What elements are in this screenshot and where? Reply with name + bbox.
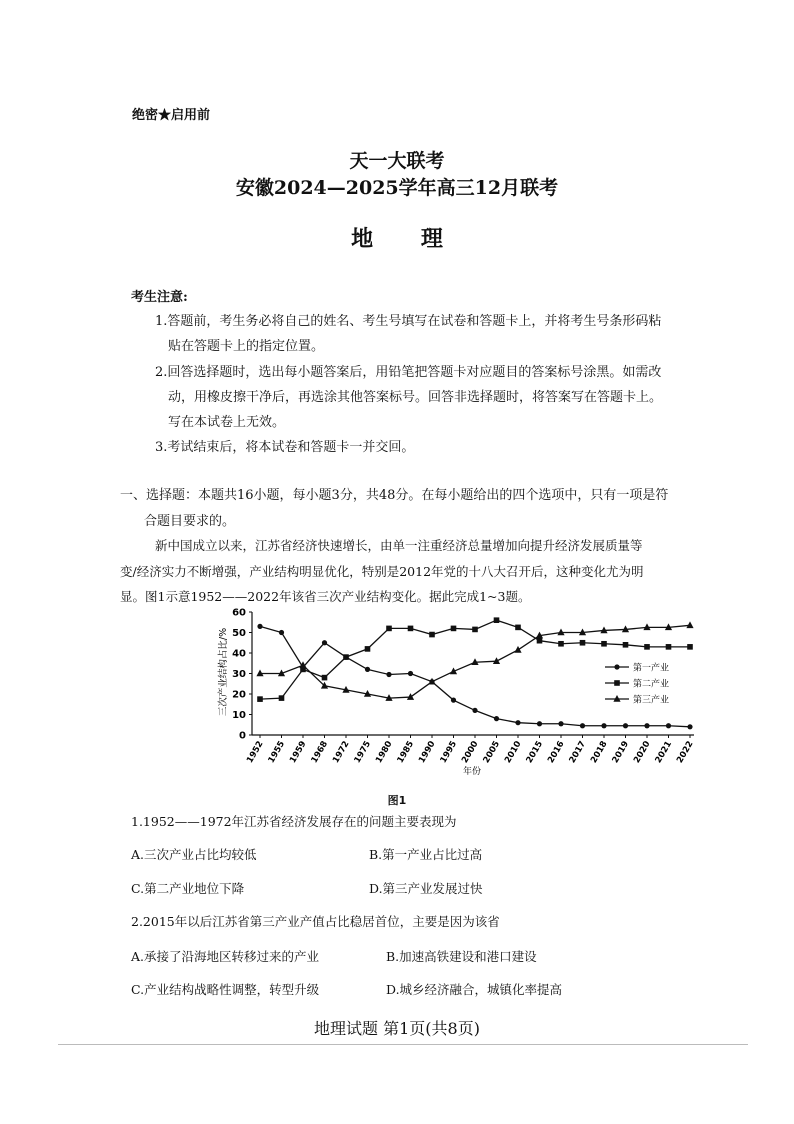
x-tick-label: 1980 [374, 739, 395, 766]
data-point-series-2 [666, 644, 672, 650]
x-tick-label: 1975 [352, 739, 374, 766]
passage-line: 显。图1示意1952——2022年该省三次产业结构变化。据此完成1~3题。 [120, 589, 531, 604]
data-point-series-2 [257, 696, 263, 702]
question-2-option-c: C.产业结构战略性调整，转型升级 [131, 982, 320, 997]
x-tick-label: 2010 [503, 739, 524, 766]
data-point-series-3 [686, 621, 693, 628]
subject-title: 地 理 [351, 226, 463, 252]
data-point-series-1 [537, 721, 542, 726]
x-tick-label: 2016 [546, 739, 567, 766]
data-point-series-2 [472, 627, 478, 633]
question-2-stem: 2.2015年以后江苏省第三产业产值占比稳居首位，主要是因为该省 [131, 914, 500, 929]
notice-line: 贴在答题卡上的指定位置。 [168, 339, 325, 354]
data-point-series-2 [515, 625, 521, 631]
x-tick-label: 2021 [653, 739, 675, 766]
x-tick-label: 1972 [331, 739, 352, 766]
legend-marker [614, 664, 619, 669]
exam-subtitle: 安徽2024—2025学年高三12月联考 [235, 177, 559, 199]
question-1-stem: 1.1952——1972年江苏省经济发展存在的问题主要表现为 [131, 814, 457, 829]
data-point-series-1 [322, 640, 327, 645]
x-tick-label: 1995 [438, 739, 460, 766]
data-point-series-1 [666, 723, 671, 728]
figure-caption: 图1 [387, 794, 407, 807]
x-tick-label: 2017 [567, 739, 589, 766]
passage-line: 新中国成立以来，江苏省经济快速增长，由单一注重经济总量增加向提升经济发展质量等 [155, 538, 643, 553]
legend-label: 第一产业 [633, 663, 670, 674]
data-point-series-1 [687, 724, 692, 729]
data-point-series-1 [623, 723, 628, 728]
notice-line: 动，用橡皮擦干净后，再选涂其他答案标号。回答非选择题时，将答案写在答题卡上。 [168, 390, 663, 405]
x-tick-label: 2000 [460, 739, 481, 766]
data-point-series-1 [601, 723, 606, 728]
data-point-series-2 [537, 638, 543, 644]
section-instruction: 一、选择题：本题共16小题，每小题3分，共48分。在每小题给出的四个选项中，只有一项是符 [120, 488, 669, 503]
data-point-series-2 [408, 626, 414, 632]
legend-marker [614, 680, 620, 686]
y-tick-label: 0 [239, 730, 246, 742]
data-point-series-3 [514, 646, 521, 653]
question-2-option-a: A.承接了沿海地区转移过来的产业 [131, 949, 320, 964]
question-2-option-d: D.城乡经济融合，城镇化率提高 [386, 982, 563, 997]
data-point-series-1 [558, 721, 563, 726]
x-tick-label: 2022 [675, 739, 696, 766]
data-point-series-2 [558, 641, 564, 647]
data-point-series-1 [644, 723, 649, 728]
question-2-option-b: B.加速高铁建设和港口建设 [386, 949, 537, 964]
exam-title: 天一大联考 [349, 150, 445, 172]
section-instruction-cont: 合题目要求的。 [144, 514, 236, 529]
x-tick-label: 2005 [481, 739, 503, 766]
footer-divider [58, 1044, 748, 1045]
data-point-series-2 [580, 640, 586, 646]
x-tick-label: 1959 [288, 739, 309, 766]
legend-label: 第三产业 [633, 695, 670, 706]
data-point-series-2 [322, 675, 328, 681]
notice-heading: 考生注意: [131, 290, 188, 305]
data-point-series-1 [279, 630, 284, 635]
data-point-series-2 [429, 632, 435, 638]
data-point-series-1 [408, 671, 413, 676]
data-point-series-2 [451, 626, 457, 632]
data-point-series-2 [279, 695, 285, 701]
x-tick-label: 1952 [245, 739, 266, 766]
x-tick-label: 2019 [610, 739, 632, 766]
notice-line: 2.回答选择题时，选出每小题答案后，用铅笔把答题卡对应题目的答案标号涂黑。如需改 [155, 365, 662, 380]
data-point-series-3 [407, 693, 414, 700]
notice-line: 1.答题前，考生务必将自己的姓名、考生号填写在试卷和答题卡上，并将考生号条形码粘 [155, 314, 662, 329]
data-point-series-2 [644, 644, 650, 650]
y-tick-label: 50 [232, 628, 246, 639]
x-tick-label: 2018 [589, 739, 610, 766]
question-1-option-c: C.第二产业地位下降 [131, 881, 245, 896]
chart-marks [256, 617, 693, 729]
data-point-series-2 [343, 654, 349, 660]
data-point-series-1 [451, 698, 456, 703]
y-tick-label: 30 [232, 669, 246, 680]
x-tick-label: 1955 [266, 739, 288, 766]
industry-structure-chart [200, 600, 720, 805]
data-point-series-2 [601, 641, 607, 647]
page-footer: 地理试题 第1页(共8页) [314, 1019, 480, 1038]
data-point-series-2 [386, 626, 392, 632]
data-point-series-1 [494, 716, 499, 721]
passage-line: 变/经济实力不断增强，产业结构明显优化，特别是2012年党的十八大召开后，这种变化尤为明 [120, 564, 644, 579]
data-point-series-1 [257, 624, 262, 629]
question-1-option-d: D.第三产业发展过快 [369, 881, 483, 896]
y-tick-label: 60 [232, 607, 246, 619]
confidential-mark: 绝密★启用前 [132, 108, 211, 123]
notice-line: 3.考试结束后，将本试卷和答题卡一并交回。 [155, 440, 415, 455]
notice-line: 写在本试卷上无效。 [168, 415, 286, 430]
data-point-series-1 [515, 720, 520, 725]
data-point-series-1 [580, 723, 585, 728]
data-point-series-2 [494, 617, 500, 623]
x-axis-label: 年份 [462, 767, 482, 777]
x-tick-label: 1990 [417, 739, 438, 766]
question-1-option-b: B.第一产业占比过高 [369, 847, 483, 862]
data-point-series-1 [386, 672, 391, 677]
y-tick-label: 10 [232, 710, 246, 721]
x-tick-label: 2020 [632, 739, 653, 766]
data-point-series-2 [623, 642, 629, 648]
x-tick-label: 1968 [309, 739, 331, 766]
data-point-series-2 [365, 646, 371, 652]
data-point-series-1 [472, 708, 477, 713]
x-tick-label: 2015 [524, 739, 546, 766]
question-1-option-a: A.三次产业占比均较低 [131, 847, 257, 862]
legend-label: 第二产业 [633, 679, 670, 690]
data-point-series-2 [687, 644, 693, 650]
chart-legend [605, 662, 669, 706]
y-axis-label: 三次产业结构占比/% [218, 627, 229, 717]
x-tick-label: 1985 [395, 739, 417, 766]
y-tick-label: 40 [232, 648, 246, 660]
data-point-series-1 [365, 667, 370, 672]
y-tick-label: 20 [232, 689, 246, 701]
